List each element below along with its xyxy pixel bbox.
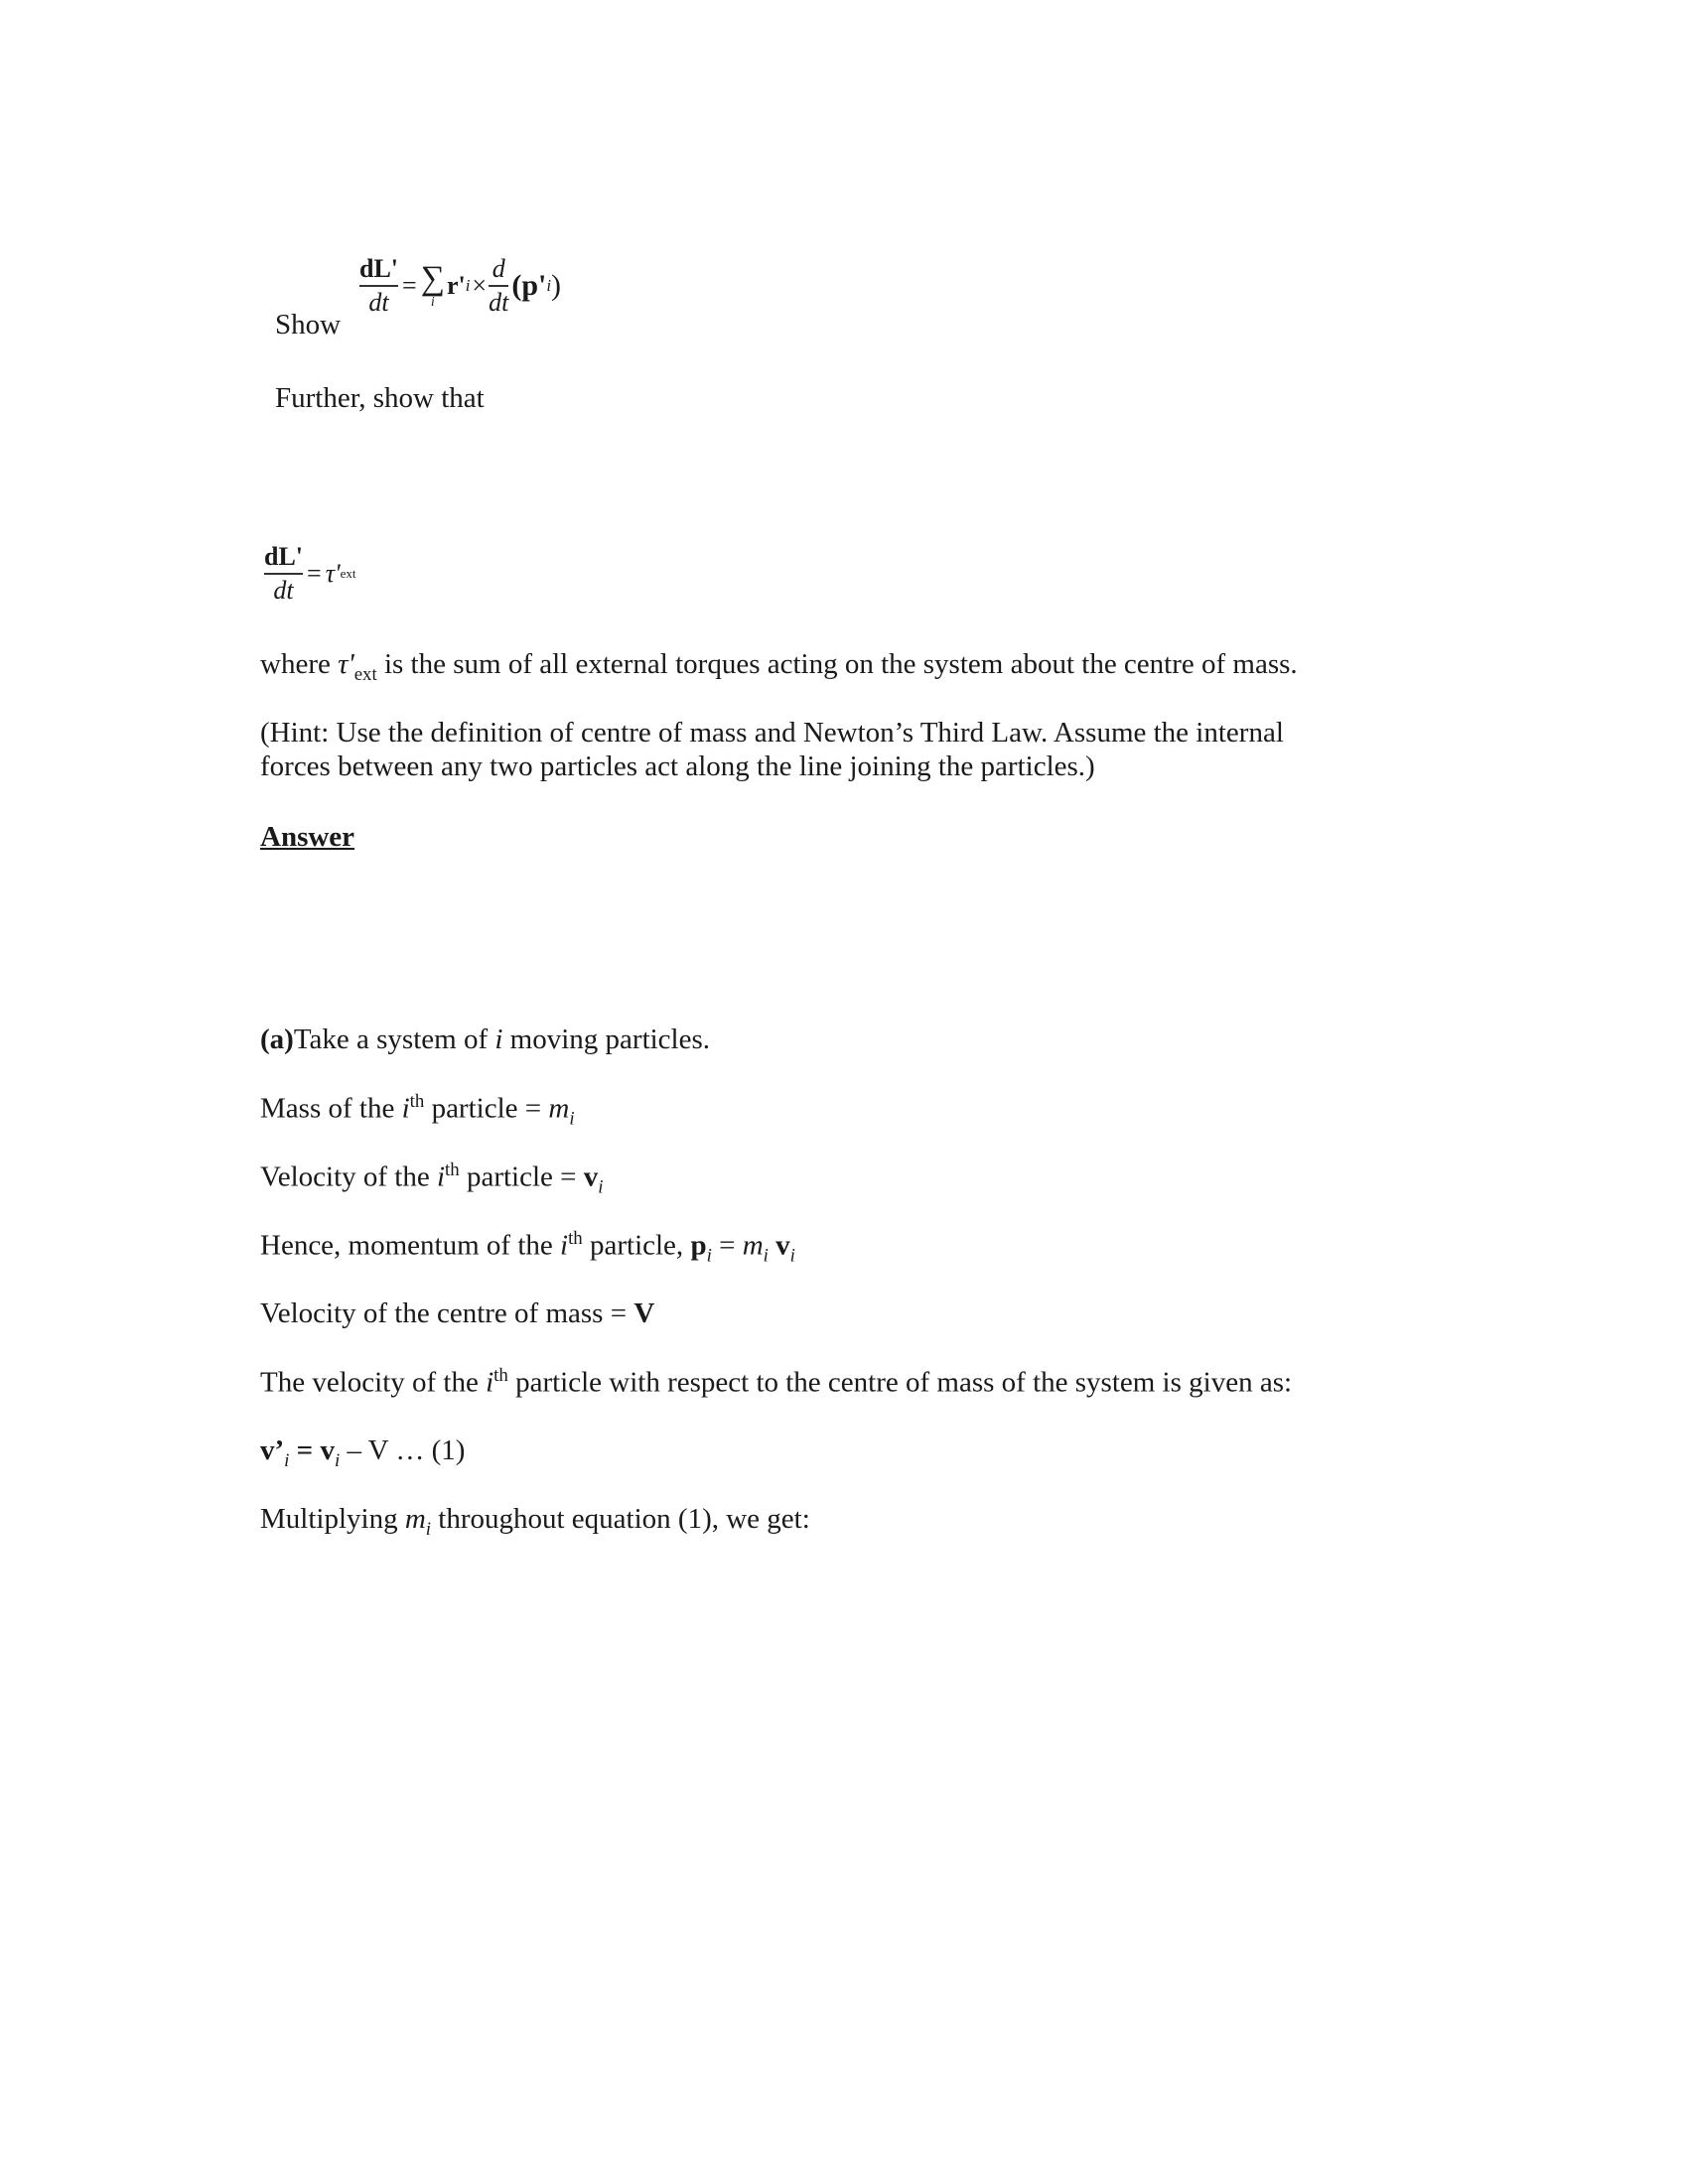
eq1-lhs-fraction bbox=[359, 256, 398, 316]
equation-2 bbox=[264, 544, 355, 604]
eq1-r-sub: i bbox=[465, 275, 471, 295]
momentum-line: Hence, momentum of the $i^{th}$ particle, $p_i = m_i$ $v_i$ bbox=[260, 1228, 795, 1267]
eq1-p-sub: i bbox=[546, 275, 552, 295]
answer-a-line: (a)Take a system of i moving particles. bbox=[260, 1024, 711, 1055]
eq1-lhs-den: dt bbox=[368, 287, 389, 317]
eq1-lhs-num: dL' bbox=[359, 254, 399, 283]
cm-velocity-line: Velocity of the centre of mass = V bbox=[260, 1297, 655, 1329]
eq1-equals: = bbox=[402, 270, 417, 300]
eq1-times: × bbox=[472, 270, 488, 300]
eq1-p-term: (p' bbox=[511, 268, 547, 302]
eq2-tau-sub: ext bbox=[340, 565, 356, 581]
relative-velocity-line: The velocity of the $i^{th}$ particle with respect to the centre of mass of the system is given as: bbox=[260, 1365, 1293, 1399]
further-text: Further, show that bbox=[275, 382, 485, 414]
answer-heading: Answer bbox=[260, 821, 355, 853]
where-text: where $\tau'_{ext}$ is the sum of all external torques acting on the system about the centre of mass. bbox=[260, 648, 1298, 685]
eq2-lhs-fraction: $\frac{dL'}{dt}$ bbox=[264, 542, 304, 605]
equation-1: $\frac{dL'}{dt}$ = ∑ i r' i × $\frac{d}{dt}$ (p' i ) bbox=[359, 254, 562, 317]
mass-line: Mass of the $i^{th}$ particle = $m_i$ bbox=[260, 1091, 575, 1130]
equation-1-relative: $v’_i = v_i - V$ … (1) bbox=[260, 1434, 466, 1471]
velocity-line: Velocity of the $i^{th}$ particle = $v_i$ bbox=[260, 1160, 604, 1198]
hint-line-2: forces between any two particles act along the line joining the particles.) bbox=[260, 751, 1095, 782]
eq1-r-term: r' bbox=[446, 270, 466, 300]
multiplying-line: Multiplying $m_i$ throughout equation (1), we get: bbox=[260, 1503, 810, 1540]
show-label: Show bbox=[275, 309, 342, 341]
eq1-sigma: ∑ i bbox=[420, 259, 445, 310]
eq2-tau: τ' bbox=[325, 558, 341, 588]
hint-line-1: (Hint: Use the definition of centre of mass and Newton’s Third Law. Assume the internal bbox=[260, 717, 1284, 749]
eq1-d-fraction: $\frac{d}{dt}$ bbox=[489, 254, 509, 317]
eq2-equals: = bbox=[307, 558, 322, 588]
